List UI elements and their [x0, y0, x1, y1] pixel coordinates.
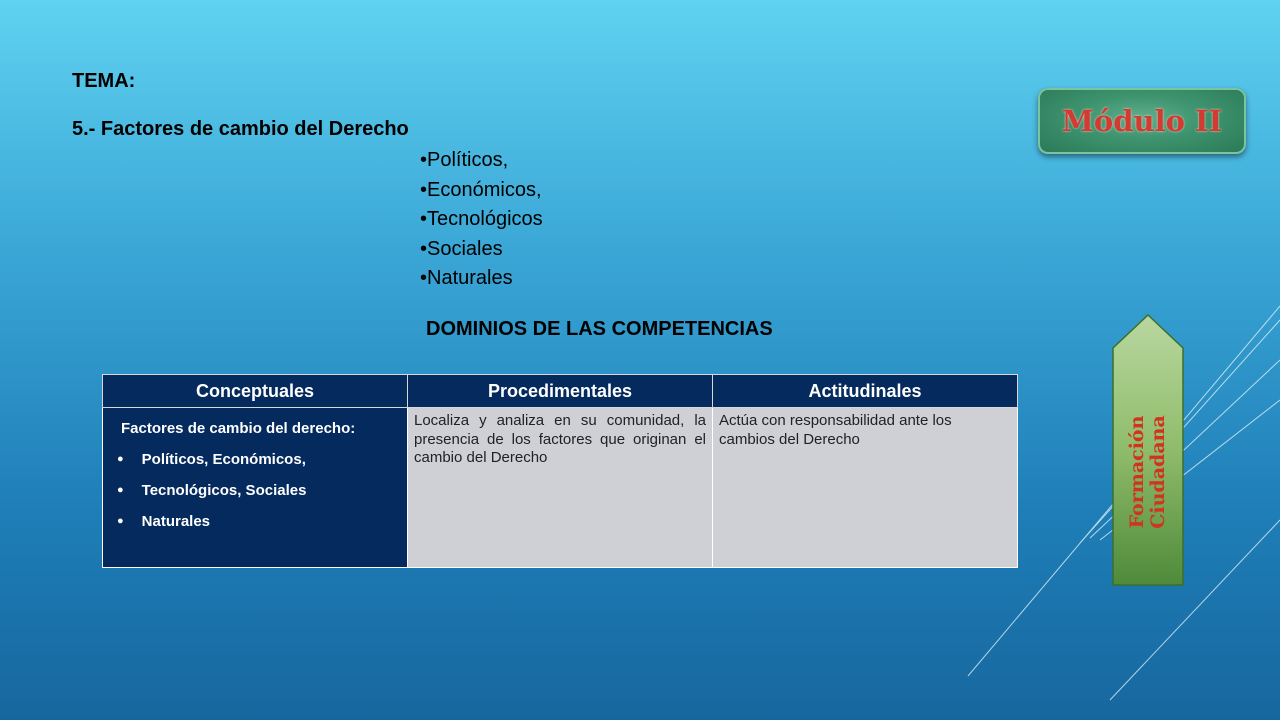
table-header-row [103, 375, 1018, 408]
table-row [103, 408, 1018, 568]
ribbon-line-1: Formación [1126, 415, 1148, 529]
list-item: ● Políticos, Económicos, [117, 449, 401, 470]
conceptual-intro: Factores de cambio del derecho: [121, 420, 356, 437]
header-conceptuales: Conceptuales [103, 375, 408, 408]
factor-item: • Naturales [420, 264, 543, 294]
ribbon-text [1127, 415, 1169, 528]
competencies-table [102, 374, 1018, 568]
factor-item: • Económicos, [420, 176, 543, 206]
topic-heading: TEMA: [72, 70, 136, 92]
section-title: DOMINIOS DE LAS COMPETENCIAS [426, 318, 773, 340]
cell-conceptual [103, 408, 408, 568]
formacion-ribbon [1112, 314, 1184, 586]
cell-actitudinal: Actúa con responsabilidad ante los cambios del Derecho [713, 408, 1018, 568]
factor-item: • Sociales [420, 235, 543, 265]
list-item: ● Naturales [117, 511, 401, 532]
factor-item: • Tecnológicos [420, 205, 543, 235]
header-actitudinales: Actitudinales [713, 375, 1018, 408]
factor-item: • Políticos, [420, 146, 543, 176]
header-procedimentales: Procedimentales [408, 375, 713, 408]
ribbon-line-2: Ciudadana [1147, 415, 1169, 529]
topic-subtitle: 5.- Factores de cambio del Derecho [72, 118, 409, 140]
module-badge [1038, 88, 1246, 154]
cell-procedimental: Localiza y analiza en su comunidad, la presencia de los factores que originan el cambio del Derecho [408, 408, 713, 568]
list-item: ● Tecnológicos, Sociales [117, 480, 401, 501]
conceptual-list [109, 449, 401, 532]
factor-list [420, 146, 543, 294]
module-badge-label: Módulo II [1061, 104, 1223, 138]
